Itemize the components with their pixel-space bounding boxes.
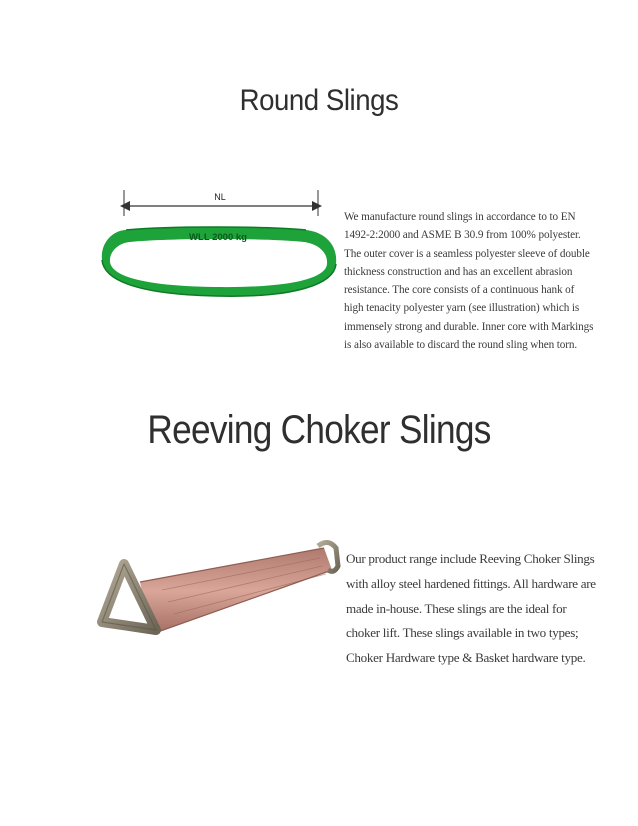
dimension-label: NL [214,192,226,202]
dimension-arrow-right [312,201,322,211]
sling-wll-label: WLL 2000 kg [189,232,247,243]
reeving-choker-slings-heading: Reeving Choker Slings [147,408,491,452]
round-slings-description: We manufacture round slings in accordance to to EN 1492-2:2000 and ASME B 30.9 from 100% polyester. The outer cover is a seamless polyester sleeve of double thickness construction and has an excellent abrasion resistance. The core consists of a continuous hank of high tenacity polyester yarn (see illustration) which is immensely strong and durable. Inner core with Markings is also available to discard the round sling when torn. [344,211,594,352]
round-sling-inner [110,239,327,287]
round-slings-heading: Round Slings [239,84,399,117]
reeving-choker-description: Our product range include Reeving Choker Slings with alloy steel hardened fittings. All hardware are made in-house. These slings are the ideal for choker lift. These slings available in two types; Choker Hardware type & Basket hardware type. [346,551,596,666]
choker-webbing [140,548,332,634]
reeving-choker-sling-image [92,538,342,656]
dimension-arrow-left [120,201,130,211]
round-sling-image [96,180,342,305]
